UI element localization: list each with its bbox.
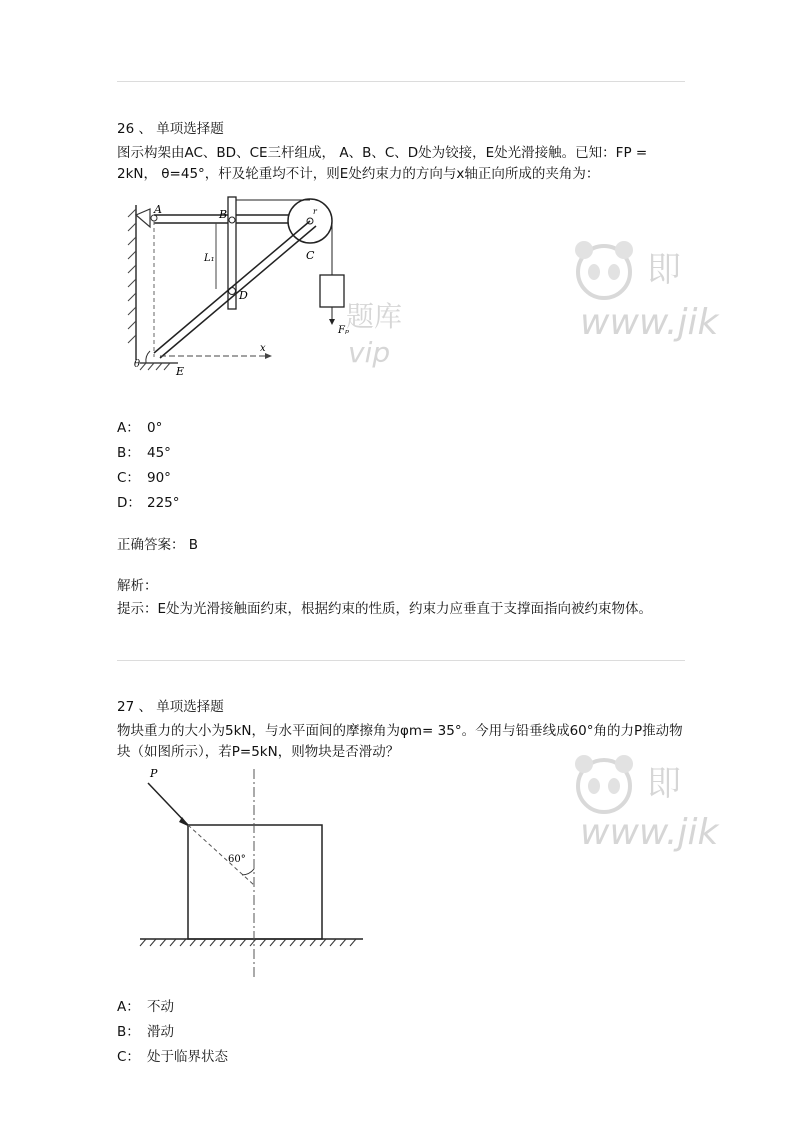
watermark-tag1-1: 题库 [346,300,403,333]
label-P: P [150,767,158,780]
option-text: 225° [147,495,180,511]
label-A: A [154,203,162,216]
q27-option-c[interactable] [117,1047,228,1067]
watermark-brand-1: 即 [647,250,681,290]
watermark-tag2-1: vip [348,336,391,369]
option-letter: C： [117,1049,140,1065]
label-C: C [306,249,315,262]
option-text: 90° [147,470,171,486]
question-27-figure [138,765,368,980]
label-E: E [176,365,185,378]
divider-top [117,81,685,82]
question-27-header: 27 、 单项选择题 [117,699,224,715]
q26-option-b[interactable] [117,443,171,463]
option-text: 45° [147,445,171,461]
watermark-brand-2: 即 [647,764,681,804]
watermark-url-2: www.jik [580,812,719,853]
divider-middle [117,660,685,661]
label-r: r [313,207,317,216]
label-theta: θ [134,359,141,370]
option-letter: B： [117,445,140,461]
label-Fp: Fₚ [338,325,349,336]
option-letter: B： [117,1024,140,1040]
q26-option-d[interactable] [117,493,180,513]
question-26-stem: 图示构架由AC、BD、CE三杆组成， A、B、C、D处为铰接，E处光滑接触。已知：FP = 2kN， θ=45°，杆及轮重均不计，则E处约束力的方向与x轴正向所成的夹角为： [117,145,648,182]
q26-option-a[interactable] [117,418,162,438]
option-letter: C： [117,470,140,486]
option-letter: A： [117,999,140,1015]
q26-option-c[interactable] [117,468,171,488]
q26-analysis: 提示：E处为光滑接触面约束，根据约束的性质，约束力应垂直于支撑面指向被约束物体。 [117,601,653,617]
q27-option-a[interactable] [117,997,174,1017]
question-27-stem: 物块重力的大小为5kN，与水平面间的摩擦角为φm= 35°。今用与铅垂线成60°角的力P推动物块（如图所示），若P=5kN，则物块是否滑动？ [117,723,683,760]
label-D: D [239,289,248,302]
q27-option-b[interactable] [117,1022,174,1042]
watermark-url-1: www.jik [580,302,719,343]
label-B: B [219,208,228,221]
watermark-logo-1 [570,236,640,304]
option-text: 0° [147,420,163,436]
option-letter: A： [117,420,140,436]
label-60deg: 60° [228,854,246,865]
watermark-logo-2 [570,750,640,818]
q26-analysis-label: 解析： [117,578,158,594]
q26-answer: 正确答案： B [117,537,199,553]
option-letter: D： [117,495,141,511]
question-26-figure [120,195,350,385]
option-text: 不动 [147,999,174,1015]
label-x: x [260,343,266,354]
option-text: 处于临界状态 [147,1049,228,1065]
question-26-header: 26 、 单项选择题 [117,121,224,137]
option-text: 滑动 [147,1024,174,1040]
label-L1: L₁ [204,253,215,264]
